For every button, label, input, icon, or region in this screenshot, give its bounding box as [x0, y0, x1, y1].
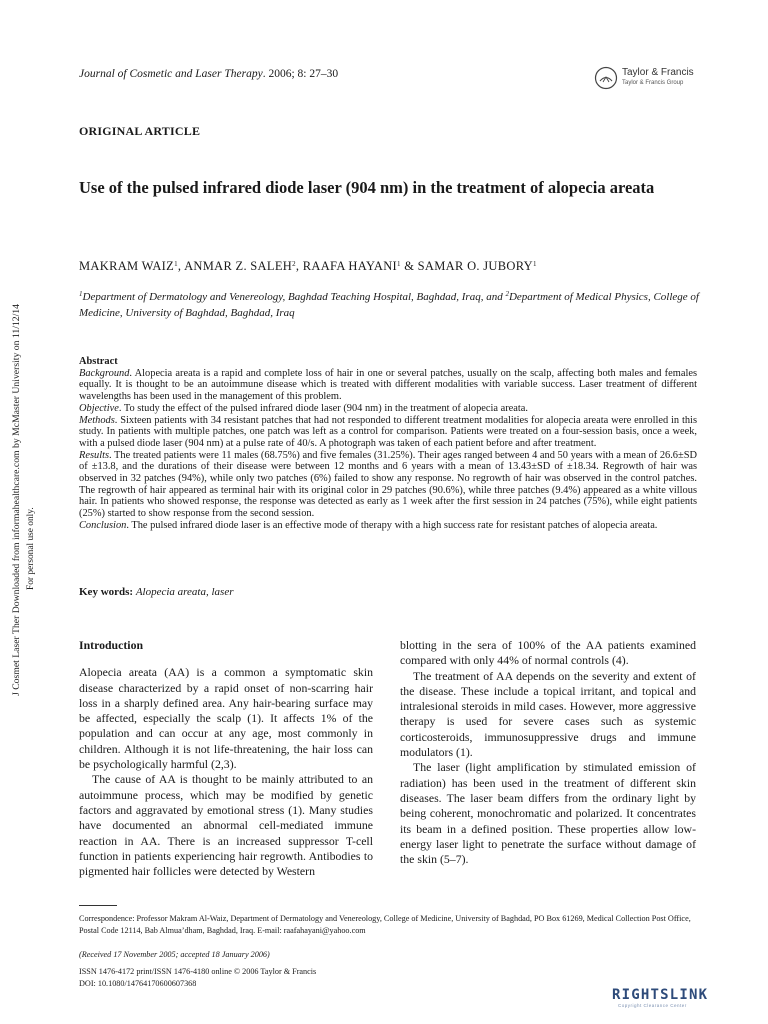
- article-type: ORIGINAL ARTICLE: [79, 124, 201, 138]
- journal-volume-pages: . 2006; 8: 27–30: [262, 68, 339, 80]
- affiliation-text: Department of Medical Physics, College of Medicine, University of Baghdad, Baghdad, Iraq: [79, 291, 699, 319]
- watermark-line-1: J Cosmet Laser Ther Downloaded from informahealthcare.com by McMaster University on 11/12/14: [12, 316, 22, 696]
- publisher-name: Taylor & Francis: [622, 67, 694, 78]
- abstract-background: Background. Alopecia areata is a rapid and complete loss of hair in one or several patches, usually on the scalp, affecting both males and females equally. It is thought to be an autoimmune disease which is treated with different modalities with variable success. Laser treatment of different wavelengths has been used in the management of this problem.: [79, 367, 697, 403]
- keywords-label: Key words:: [79, 586, 134, 598]
- author-affiliation-mark: 1: [174, 260, 178, 268]
- abstract: [79, 356, 697, 532]
- download-watermark: [10, 300, 50, 700]
- body-column-left: [79, 638, 373, 879]
- author-affiliation-mark: 1: [397, 260, 401, 268]
- doi-line: DOI: 10.1080/14764170600607368: [79, 979, 197, 988]
- affiliation-text: Department of Dermatology and Venereology, Baghdad Teaching Hospital, Baghdad, Iraq, and: [82, 291, 506, 303]
- abstract-results-label: Results: [79, 449, 110, 461]
- abstract-heading: Abstract: [79, 356, 118, 367]
- abstract-background-label: Background: [79, 367, 130, 379]
- footnote-divider: [79, 905, 117, 906]
- abstract-methods: Methods. Sixteen patients with 34 resistant patches that had not responded to different treatment modalities for alopecia areata were enrolled in this study. In patients with multiple patches, one patch was left as a control for comparison. Patients were treated on a four-session basis, once a week, with a pulsed diode laser (904 nm) at a pulse rate of 40/s. A photograph was taken of each patient before and after treatment.: [79, 414, 697, 449]
- publisher-emblem-icon: [594, 66, 618, 90]
- author-name: & SAMAR O. JUBORY: [400, 259, 533, 273]
- keywords-text: Alopecia areata, laser: [135, 586, 234, 598]
- paragraph: The cause of AA is thought to be mainly attributed to an autoimmune process, which may be modified by genetic factors and aggravated by emotional stress (1). Many studies have documented an abnormal cell-mediated immune reaction in AA. There is an increased suppressor T-cell function in patients experiencing hair regrowth. Antibodies to pigmented hair follicles were detected by Western: [79, 772, 373, 879]
- correspondence-note: Correspondence: Professor Makram Al-Waiz, Department of Dermatology and Venereology, College of Medicine, University of Baghdad, PO Box 61269, Medical Collection Post Office, Postal Code 12114, Bab Almua’dham, Baghdad, Iraq. E-mail: raafahayani@yahoo.com: [79, 914, 691, 935]
- received-dates: (Received 17 November 2005; accepted 18 January 2006): [79, 950, 270, 959]
- paragraph: blotting in the sera of 100% of the AA patients examined compared with only 44% of normal controls (4).: [400, 638, 696, 668]
- article-title: Use of the pulsed infrared diode laser (904 nm) in the treatment of alopecia areata: [79, 178, 655, 197]
- abstract-results: Results. The treated patients were 11 males (68.75%) and five females (31.25%). Their ages ranged between 4 and 50 years with a mean of 26.6±SD of ±13.8, and the durations of their disease were between 12 months and 6 years with a mean of 13.43±SD of ±18.34. Regrowth of hair was observed in 32 patches (94%), while only two patches (6%) failed to show any response. No regrowth of hair was observed in the control patches. The regrowth of hair appeared as terminal hair with its original color in 29 patches (90.6%), while three patches (9.4%) appeared as a white villous hair. In patients who showed response, the response was detected as early as 1 week after the first session in 24 patches (75%), while eight patients (25%) started to show response from the second session.: [79, 449, 697, 520]
- author-affiliation-mark: 2: [292, 260, 296, 268]
- abstract-methods-label: Methods: [79, 414, 115, 426]
- publisher-logo: [594, 66, 704, 92]
- rightslink-wordmark: RIGHTSLINK: [612, 987, 709, 1003]
- abstract-conclusion-label: Conclusion: [79, 519, 127, 531]
- author-name: MAKRAM WAIZ: [79, 259, 175, 273]
- author-list: [79, 259, 537, 274]
- author-name: , ANMAR Z. SALEH: [177, 259, 293, 273]
- publisher-group: Taylor & Francis Group: [622, 80, 684, 86]
- body-column-right: [400, 638, 696, 867]
- affiliation-mark: 2: [505, 290, 509, 298]
- watermark-line-2: For personal use only.: [26, 507, 36, 590]
- abstract-conclusion: Conclusion. The pulsed infrared diode laser is an effective mode of therapy with a high success rate for resistant patches of alopecia areata.: [79, 519, 658, 531]
- paragraph: The treatment of AA depends on the severity and extent of the disease. These include a topical irritant, and topical and intralesional steroids in mild cases. However, more aggressive therapy is used for severe cases such as systemic corticosteroids, immunosuppressive drugs and immune modulators (1).: [400, 668, 696, 760]
- abstract-objective: Objective. To study the effect of the pulsed infrared diode laser (904 nm) in the treatment of alopecia areata.: [79, 402, 528, 414]
- journal-citation: [79, 68, 338, 80]
- issn-line: ISSN 1476-4172 print/ISSN 1476-4180 online © 2006 Taylor & Francis: [79, 967, 317, 976]
- affiliation-mark: 1: [79, 290, 83, 298]
- abstract-objective-label: Objective: [79, 402, 119, 414]
- paragraph: Alopecia areata (AA) is a common a symptomatic skin disease characterized by a rapid onset of non-scarring hair loss in a sharply defined area. Any hair-bearing surface may be affected, especially the scalp (1). It affects 1% of the population and can occur at any age, most commonly in children. Although it is not life-threatening, the hair loss can be psychologically harmful (2,3).: [79, 665, 373, 772]
- rightslink-tagline: Copyright Clearance Center: [618, 1003, 687, 1008]
- section-heading-introduction: Introduction: [79, 638, 144, 652]
- journal-name: Journal of Cosmetic and Laser Therapy: [79, 68, 263, 80]
- affiliations: [79, 289, 704, 321]
- paragraph: The laser (light amplification by stimulated emission of radiation) has been used in the treatment of different skin diseases. The laser beam differs from the ordinary light by being coherent, monochromatic and polarized. It concentrates its beam in a defined position. These properties allow low-energy laser light to penetrate the surface without damage of the skin (5–7).: [400, 760, 696, 867]
- author-name: , RAAFA HAYANI: [295, 259, 397, 273]
- author-affiliation-mark: 1: [532, 260, 537, 268]
- rightslink-logo: [612, 987, 758, 1011]
- keywords: [79, 586, 234, 598]
